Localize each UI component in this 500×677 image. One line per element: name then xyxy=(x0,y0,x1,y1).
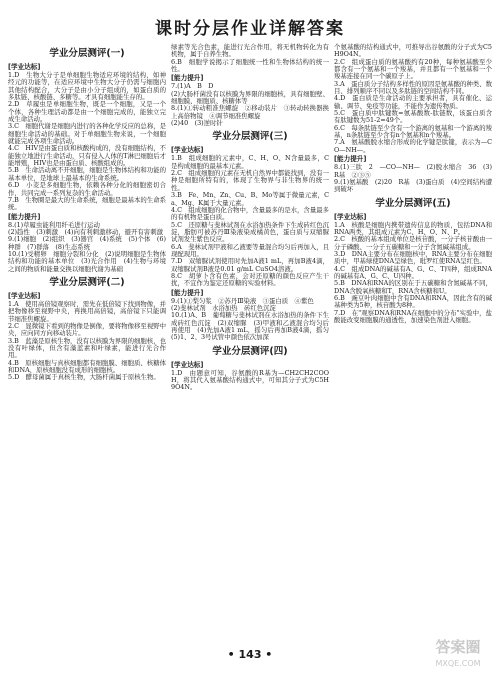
answer-item: 3.B 蓝藻是原核生物，没有以核膜为界限的细胞核，也没有叶绿体，但含有藻蓝素和叶绿素，能进行光合作用。 xyxy=(8,336,166,360)
section-title: 学业分层测评(二) xyxy=(49,276,125,288)
answer-item: 4.C HIV是由蛋白质和核酸构成的，没有细胞结构，不能独立地进行生命活动，只有侵入人体的T淋巴细胞后才能增殖，HIV也是由蛋白质、核酸组成的。 xyxy=(8,144,166,168)
answer-item: 6.B 豌豆叶肉细胞中含有DNA和RNA，因此含有的碱基种类为5种，核苷酸为8种。 xyxy=(334,293,492,310)
answer-item: 2.C 组成蛋白质的氨基酸约有20种，每种氨基酸至少都含有一个氨基和一个羧基，并且都有一个氨基和一个羧基连接在同一个碳原子上。 xyxy=(334,57,492,81)
answer-item: 1.B 组成细胞的元素中，C、H、O、N含量最多，C是构成细胞的最基本元素。 xyxy=(171,154,329,170)
answer-item: (2)斐林试剂 水浴加热 砖红色沉淀 xyxy=(171,303,276,312)
page-title: 课时分层作业详解答案 xyxy=(155,19,345,39)
section-title: 学业分层测评(四) xyxy=(212,345,288,357)
section-tag: [能力提升] xyxy=(171,74,204,83)
answer-item: 绿素等光合色素，能进行光合作用，将无机物转化为有机物，属于自养生物。 xyxy=(171,43,329,59)
answer-item: 9.(1)氨基酸 (2)20 R基 (3)蛋白质 (4)空间结构遭到破坏 xyxy=(334,177,492,194)
answer-item: 3.A 蛋白质分子结构多样性的原因是氨基酸的种类、数目、排列顺序不同以及多肽链的空间结构不同。 xyxy=(334,79,492,96)
answer-column-middle xyxy=(171,43,336,639)
answer-item: 5.D 酵母菌属于真核生物，大肠杆菌属于原核生物。 xyxy=(8,373,160,382)
answer-item: 9.(1)①梨匀浆 ②苏丹Ⅲ染液 ③蛋白质 ④紫色 xyxy=(171,296,314,305)
answer-item: (2)大肠杆菌没有以核膜为界限的细胞核，具有细胞壁、细胞膜、细胞质、核糖体等 xyxy=(171,89,329,106)
answer-item: 8.(1)三肽 2 —CO—NH— (2)脱水缩合 36 (3)R基 ②③⑤ xyxy=(334,163,492,179)
answer-item: 7.A 氨基酸脱水缩合形成的化学键是肽键，表示为—CO—NH—。 xyxy=(334,138,492,154)
section-tag: [能力提升] xyxy=(334,155,367,164)
answer-item: 1.A 核酸是细胞内携带遗传信息的物质，包括DNA和RNA两类，其组成元素为C、H、O、N、P。 xyxy=(334,220,492,236)
section-tag: [学业达标] xyxy=(8,291,41,300)
answer-item: 5.C 还原糖与斐林试剂在水浴加热条件下生成砖红色沉淀，脂肪可被苏丹Ⅲ染液染成橘黄色，蛋白质与双缩脲试剂发生紫色反应。 xyxy=(171,220,329,244)
section-title: 学业分层测评(一) xyxy=(49,48,125,59)
section-tag: [学业达标] xyxy=(334,212,367,221)
answer-item: 9.(1)细胞 (2)组织 (3)器官 (4)系统 (5)个体 (6)种群 (7)群落 (8)生态系统 xyxy=(8,235,166,251)
answer-item: 7.(1)A B D xyxy=(171,82,214,91)
watermark-logo-icon xyxy=(418,630,498,672)
section-title: 学业分层测评(五) xyxy=(375,197,451,209)
answer-item: 2.C 组成细胞的元素在无机自然界中都能找到，没有一种是细胞所特有的，体现了生物界与非生物界的统一性。 xyxy=(171,169,329,192)
answer-column-right xyxy=(334,44,492,639)
answer-item: 3.D DNA主要分布在细胞核中，RNA主要分布在细胞质中，甲基绿使DNA呈绿色，吡罗红使RNA呈红色。 xyxy=(334,249,492,266)
answer-column-left xyxy=(8,44,166,639)
answer-item: 6.D 小麦是多细胞生物，依赖各种分化的细胞密切合作，共同完成一系列复杂的生命活动。 xyxy=(8,181,166,197)
section-title: 学业分层测评(三) xyxy=(212,131,288,143)
answer-item: 6.A 斐林试剂甲液和乙液要等量混合均匀后再加入，且现配现用。 xyxy=(171,242,329,258)
answer-item: 1.D 生物大分子是单细胞生物适应环境的结构，如神经元的功能等，在适应环境中生物大分子仍需与细胞内其他结构配合，大分子是由小分子组成的，如蛋白质的多肽链、核酸链、多糖等。才具有细胞能生存的。 xyxy=(8,71,166,102)
section-tag: [能力提升] xyxy=(171,288,204,297)
answer-item: (2)趋性 (3)刺激 (4)向有利刺激移动，避开有害刺激 xyxy=(8,227,163,236)
answer-item: 10.(1)A、B 葡萄糖与斐林试剂在水浴加热的条件下生成砖红色沉淀 (2)双缩脲 (3)甲液和乙液混合均匀后再使用 (4)先加A液1 mL，摇匀后再加B液4滴，摇匀 (5)1、2、3号试管中颜色依次加深 xyxy=(171,311,336,342)
answer-item: 5.B 生命活动离不开细胞，细胞是生物体结构和功能的基本单位，是地球上最基本的生命系统。 xyxy=(8,166,166,182)
answer-item: 8.(1)①转动粗准焦螺旋 ②移动装片 ③转动转换器换上高倍物镜 ④调节细准焦螺旋 xyxy=(171,104,329,120)
section-tag: [学业达标] xyxy=(171,360,204,369)
answer-item: 1.D 由题意可知，谷氨酸的R基为—CH2CH2COOH，将其代入氨基酸结构通式中，可知其分子式为C5H9O4N。 xyxy=(171,368,329,392)
answer-item: 2.D 草履虫是单细胞生物，既是一个细胞，又是一个个体，各种生理活动都是由一个细胞完成的，能独立完成生命活动。 xyxy=(8,100,166,124)
answer-item: 个氨基酸的结构通式中，可推导出谷氨酸的分子式为C5H9O4N。 xyxy=(334,43,492,59)
section-tag: [学业达标] xyxy=(171,146,204,155)
answer-item: 8.(1)草履虫能利用纤毛进行运动 xyxy=(8,220,100,229)
answer-item: 7.D 双缩脲试剂使用时先加A液1 mL，再加B液4滴，双缩脲试剂B液是0.01 g/mL CuSO4溶液。 xyxy=(171,257,329,273)
answer-item: 7.D 在"观察DNA和RNA在细胞中的分布"实验中，盐酸能改变细胞膜的通透性，加速染色剂进入细胞。 xyxy=(334,308,492,324)
answer-item: (2)40 (3)逆时针 xyxy=(171,119,223,128)
answer-item: 4.D 蛋白质是生命活动的主要承担者，具有催化、运输、调节、免疫等功能，不能作为遗传物质。 xyxy=(334,94,492,110)
answer-item: 7.B 生物圈是最大的生命系统，细胞是最基本的生命系统。 xyxy=(8,195,166,212)
answer-item: 3.C 细胞代谢是细胞内进行的各种化学反应的总称，是细胞生命活动的基础。对于单细胞生物来说，一个细胞就能完成各项生命活动。 xyxy=(8,122,166,146)
answer-item: 6.C 每条肽链至少含有一个游离的氨基和一个游离的羧基，n条肽链至少含有n个氨基和n个羧基。 xyxy=(334,123,492,140)
answer-item: 4.C 组成细胞的化合物中，含量最多的是水，含量最多的有机物是蛋白质。 xyxy=(171,205,329,222)
answer-item: 6.B 细胞学说揭示了细胞统一性和生物体结构的统一性。 xyxy=(171,57,329,74)
section-tag: [学业达标] xyxy=(8,63,41,71)
svg-text:答案圈: 答案圈 xyxy=(435,638,481,656)
page-number: • 143 • xyxy=(227,648,273,661)
answer-item: 4.C 组成DNA的碱基有A、G、C、T四种，组成RNA的碱基有A、G、C、U四种。 xyxy=(334,264,492,280)
svg-text:MXQE.COM: MXQE.COM xyxy=(435,659,481,668)
answer-item: 5.C 蛋白质中肽键数=氨基酸数-肽链数，该蛋白质含有肽键数为51-2=49个。 xyxy=(334,109,492,125)
answer-item: 2.C 核酸的基本组成单位是核苷酸，一分子核苷酸由一分子磷酸、一分子五碳糖和一分子含氮碱基组成。 xyxy=(334,235,492,251)
answer-item: 10.(1)受精卵 细胞分裂和分化 (2)说明细胞是生物体结构和功能的基本单位 (3)光合作用 (4)生物与环境之间的物质和能量交换以细胞代谢为基础 xyxy=(8,249,166,273)
answer-item: 2.C 显微镜下看到的物像是倒像，要将物像移至视野中央，应向同方向移动装片。 xyxy=(8,321,166,338)
answer-item: 1.A 使用高倍镜观察时，需先在低倍镜下找到物像，并把物像移至视野中央，再换用高倍镜，高倍镜下只能调节细准焦螺旋。 xyxy=(8,299,166,323)
answer-item: 3.B Fe、Mn、Zn、Cu、B、Mo等属于微量元素，Ca、Mg、K属于大量元素。 xyxy=(171,191,329,207)
answer-item: 4.B 原核细胞与真核细胞都有细胞膜、细胞质、核糖体和DNA，原核细胞没有成形的细胞核。 xyxy=(8,358,166,375)
answer-item: 5.B DNA和RNA的区别在于五碳糖和含氮碱基不同，DNA含脱氧核糖和T，RNA含核糖和U。 xyxy=(334,279,492,295)
section-tag: [能力提升] xyxy=(8,212,41,221)
answer-item: 8.C 胡萝卜含有色素，会对还原糖的颜色反应产生干扰，不宜作为鉴定还原糖的实验材料。 xyxy=(171,271,329,288)
